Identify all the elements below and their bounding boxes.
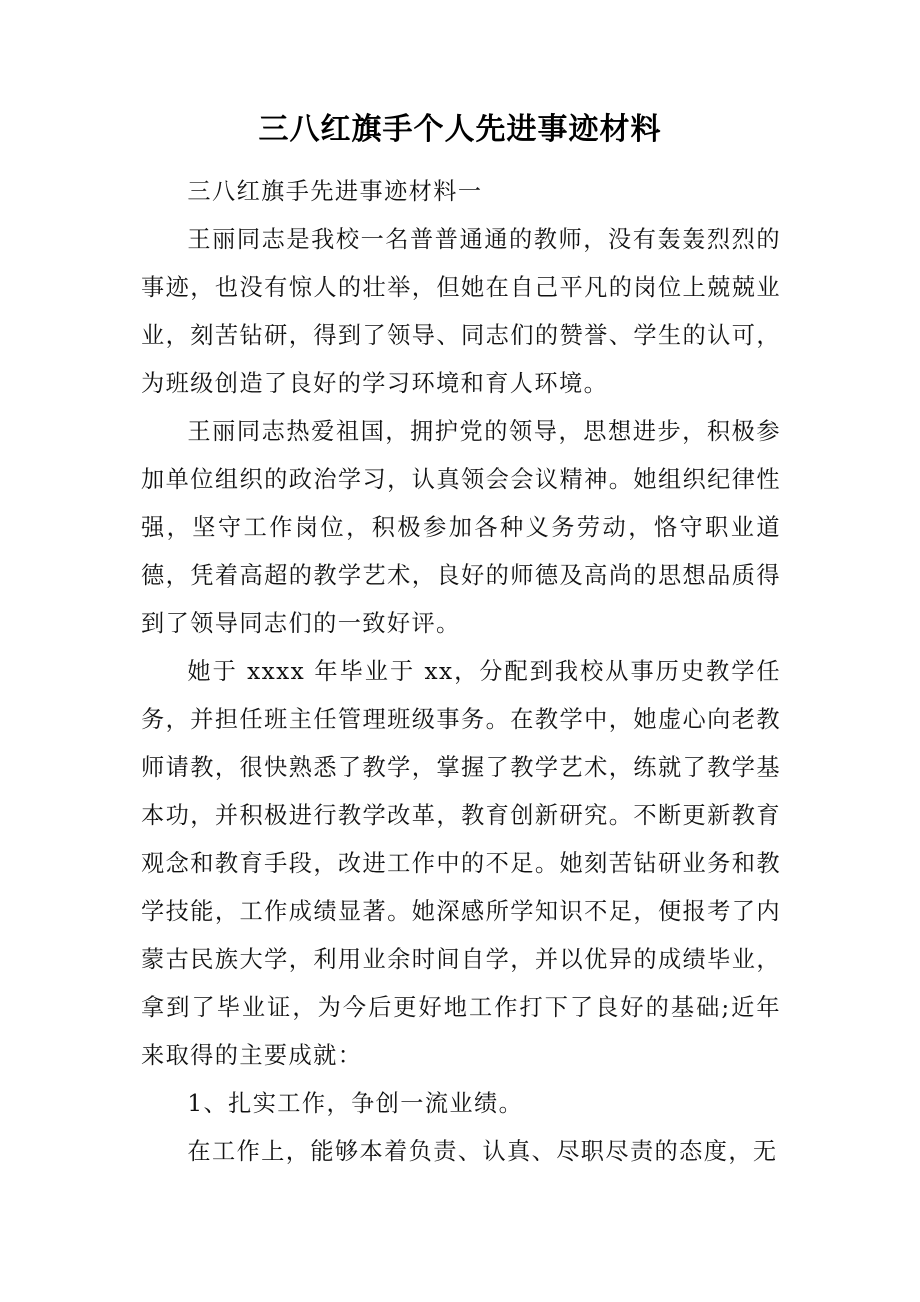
section-heading: 三八红旗手先进事迹材料一 xyxy=(187,178,483,205)
list-item-1: 1、扎实工作，争创一流业绩。 xyxy=(187,1090,524,1117)
paragraph-3: 她于 xxxx 年毕业于 xx，分配到我校从事历史教学任务，并担任班主任管理班级事务。在教学中，她虚心向老教师请教，很快熟悉了教学，掌握了教学艺术，练就了教学基本功，并积极进行教学改革，教育创新研究。不断更新教育观念和教育手段，改进工作中的不足。她刻苦钻研业务和教学技能，工作成绩显著。她深感所学知识不足，便报考了内蒙古民族大学，利用业余时间自学，并以优异的成绩毕业，拿到了毕业证，为今后更好地工作打下了良好的基础;近年来取得的主要成就： xyxy=(141,658,781,1069)
paragraph-4: 在工作上，能够本着负责、认真、尽职尽责的态度，无 xyxy=(187,1138,778,1165)
document-title: 三八红旗手个人先进事迹材料 xyxy=(258,112,662,147)
document-body xyxy=(141,168,781,1176)
paragraph-1: 王丽同志是我校一名普普通通的教师，没有轰轰烈烈的事迹，也没有惊人的壮举，但她在自己平凡的岗位上兢兢业业，刻苦钻研，得到了领导、同志们的赞誉、学生的认可，为班级创造了良好的学习环境和育人环境。 xyxy=(141,226,781,397)
paragraph-2: 王丽同志热爱祖国，拥护党的领导，思想进步，积极参加单位组织的政治学习，认真领会会议精神。她组织纪律性强，坚守工作岗位，积极参加各种义务劳动，恪守职业道德，凭着高超的教学艺术，良好的师德及高尚的思想品质得到了领导同志们的一致好评。 xyxy=(141,418,781,637)
